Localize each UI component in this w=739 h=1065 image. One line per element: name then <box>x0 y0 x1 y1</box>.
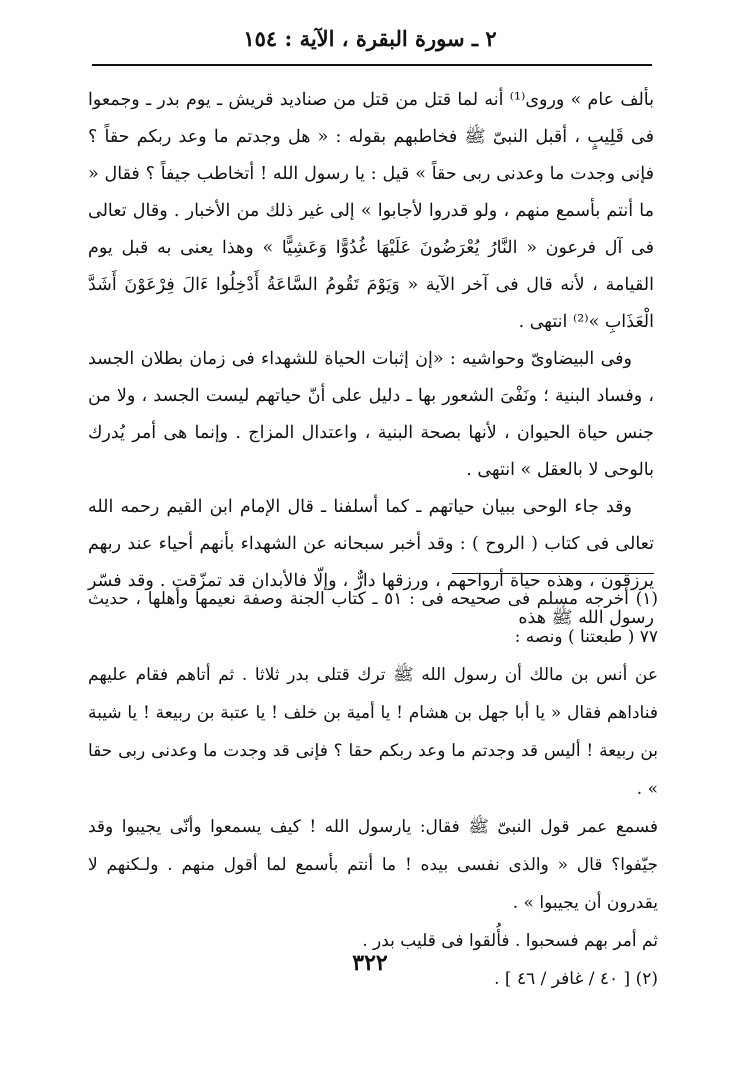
footnote-separator <box>452 573 654 574</box>
footnote-1-continuation: فسمع عمر قول النبىّ ﷺ فقال: يارسول الله ! كيف يسمعوا وأنّى يجيبوا وقد جيّفوا؟ قال « والذى نفسى بيده ! ما أنتم بأسمع لما أقول منهم . ولـكنهم لا يقدرون أن يجيبوا » . <box>88 817 658 913</box>
footnote-1-hadith: عن أنس بن مالك أن رسول الله ﷺ ترك قتلى بدر ثلاثا . ثم أتاهم فقام عليهم فناداهم فقال « يا أبا جهل بن هشام ! يا أمية بن خلف ! يا عتبة بن ربيعة ! يا شيبة بن ربيعة ! أليس قد وجدتم ما وعد ربكم حقا ؟ فإنى قد وجدت ما وعدنى ربى حقا » . <box>88 665 658 799</box>
main-paragraph-3: وقد جاء الوحى ببيان حياتهم ـ كما أسلفنا ـ قال الإمام ابن القيم رحمه الله تعالى فى كتاب ( الروح ) : وقد أخبر سبحانه عن الشهداء بأنهم أحياء عند ربهم يرزقون ، وهذه حياة أرواحهم ، ورزقها دارٌّ ، وإلّا فالأبدان قد تمزّقت . وقد فسّر رسول الله ﷺ هذه <box>88 497 654 628</box>
page-number: ٣٢٢ <box>352 950 388 976</box>
main-paragraph-2: وفى البيضاوىّ وحواشيه : «إن إثبات الحياة للشهداء فى زمان بطلان الجسد ، وفساد البنية ؛ ونَفْىَ الشعور بها ـ دليل على أنّ حياتهم ليست الجسد ، ولا من جنس حياة الحيوان ، لأنها بصحة البنية ، واعتدال المزاج . وإنما هى أمر يُدرك بالوحى لا بالعقل » انتهى . <box>88 349 654 480</box>
main-text <box>88 82 654 637</box>
running-header: ٢ ـ سورة البقرة ، الآية : ١٥٤ <box>243 26 497 51</box>
footnote-1-ending: ثم أمر بهم فسحبوا . فأُلقوا فى قليب بدر . <box>362 931 658 951</box>
header-rule <box>92 64 652 66</box>
footnote-1-intro: (١) أخرجه مسلم فى صحيحه فى : ٥١ ـ كتاب الجنة وصفة نعيمها وأهلها ، حديث ٧٧ ( طبعتنا ) ونصه : <box>88 589 659 647</box>
main-paragraph-1: بألف عام » وروى⁽¹⁾ أنه لما قتل من قتل من صناديد قريش ـ يوم بدر ـ وجمعوا فى قَلِيبٍ ، أقبل النبىّ ﷺ فخاطبهم بقوله : « هل وجدتم ما وعد ربكم حقاً ؟ فإنى وجدت ما وعدنى ربى حقاً » قيل : يا رسول الله ! أتخاطب جيفاً ؟ فقال « ما أنتم بأسمع منهم ، ولو قدروا لأجابوا » إلى غير ذلك من الأخبار . وقال تعالى فى آل فرعون « النَّارُ يُعْرَضُونَ عَلَيْهَا غُدُوًّا وَعَشِيًّا » وهذا يعنى به قبل يوم القيامة ، لأنه قال فى آخر الآية « وَيَوْمَ تَقُومُ السَّاعَةُ أَدْخِلُوا ءَالَ فِرْعَوْنَ أَشَدَّ الْعَذَابِ »⁽²⁾ انتهى . <box>88 90 654 332</box>
footnotes <box>88 580 658 998</box>
footnote-2: (٢) [ ٤٠ / غافر / ٤٦ ] . <box>494 969 658 989</box>
